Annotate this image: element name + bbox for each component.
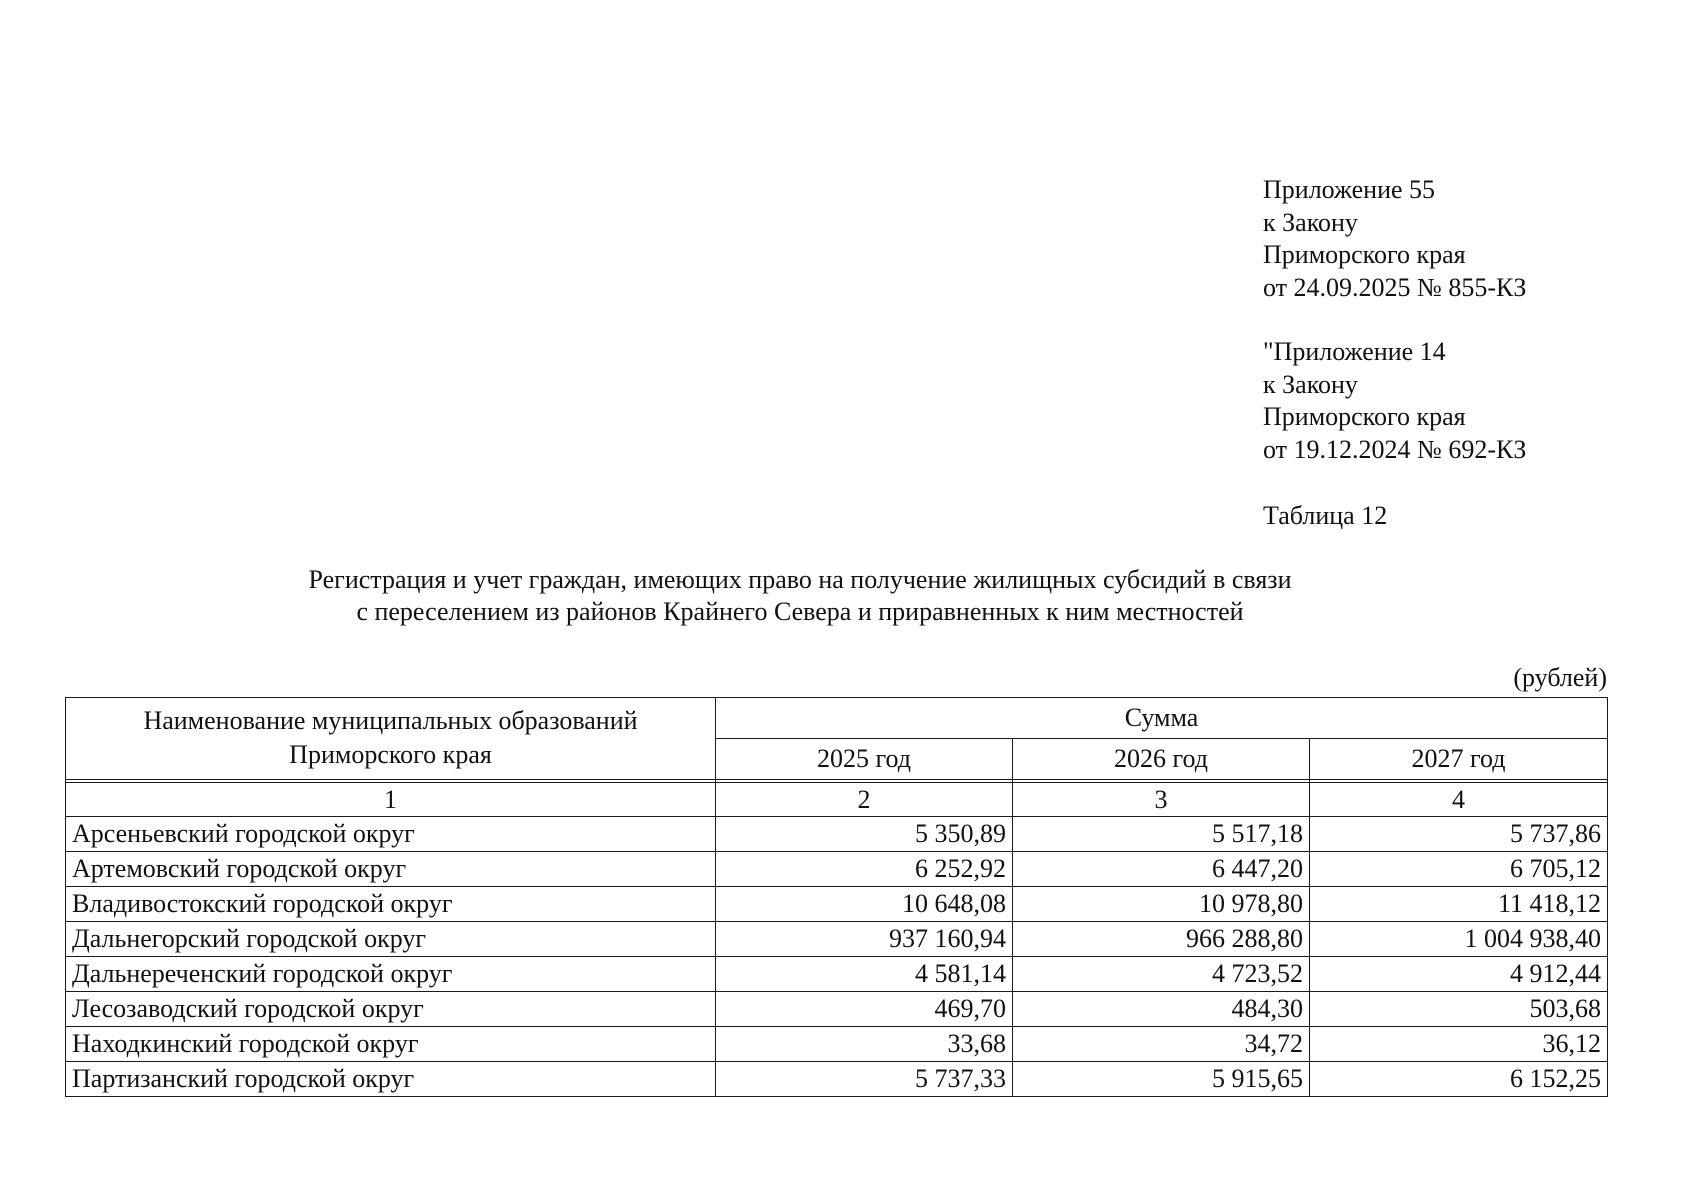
amount-2026: 5 915,65 xyxy=(1013,1062,1310,1097)
column-number: 3 xyxy=(1013,783,1310,817)
subsidy-table xyxy=(65,697,1608,1097)
unit-label: (рублей) xyxy=(1513,663,1607,692)
amount-2026: 484,30 xyxy=(1013,992,1310,1027)
amount-2025: 937 160,94 xyxy=(716,922,1013,957)
amount-2027: 6 152,25 xyxy=(1310,1062,1608,1097)
appendix-55-line3: Приморского края xyxy=(1263,240,1466,269)
amount-2025: 6 252,92 xyxy=(716,852,1013,887)
amount-2027: 1 004 938,40 xyxy=(1310,922,1608,957)
table-number: Таблица 12 xyxy=(1263,501,1388,530)
appendix-14-header xyxy=(1263,336,1526,466)
amount-2026: 5 517,18 xyxy=(1013,817,1310,852)
table-row xyxy=(66,1062,1608,1097)
municipality-name: Находкинский городской округ xyxy=(66,1027,716,1062)
header-municipality xyxy=(66,698,716,780)
table-row xyxy=(66,957,1608,992)
header-municipality-line1: Наименование муниципальных образований xyxy=(143,706,638,735)
appendix-14-line2: к Закону xyxy=(1263,369,1358,399)
amount-2026: 966 288,80 xyxy=(1013,922,1310,957)
amount-2025: 5 350,89 xyxy=(716,817,1013,852)
amount-2027: 11 418,12 xyxy=(1310,887,1608,922)
column-number: 4 xyxy=(1310,783,1608,817)
column-number: 1 xyxy=(66,783,716,817)
appendix-14-line4: от 19.12.2024 № 692-КЗ xyxy=(1263,434,1527,464)
table-row xyxy=(66,992,1608,1027)
table-row xyxy=(66,1027,1608,1062)
municipality-name: Партизанский городской округ xyxy=(66,1062,716,1097)
appendix-14-line1: "Приложение 14 xyxy=(1263,337,1446,366)
header-municipality-line2: Приморского края xyxy=(289,740,492,769)
municipality-name: Дальнегорский городской округ xyxy=(66,922,716,957)
table-row xyxy=(66,817,1608,852)
column-numbers-row xyxy=(66,783,1608,817)
table-row xyxy=(66,852,1608,887)
appendix-14-line3: Приморского края xyxy=(1263,402,1466,431)
amount-2027: 36,12 xyxy=(1310,1027,1608,1062)
header-year-2025: 2025 год xyxy=(716,739,1013,780)
header-year-2026: 2026 год xyxy=(1013,739,1310,780)
appendix-55-line4: от 24.09.2025 № 855-КЗ xyxy=(1263,272,1527,302)
amount-2027: 4 912,44 xyxy=(1310,957,1608,992)
document-title-line2: с переселением из районов Крайнего Севера и приравненных к ним местностей xyxy=(356,597,1244,626)
appendix-55-header xyxy=(1263,174,1526,304)
table-row xyxy=(66,887,1608,922)
municipality-name: Арсеньевский городской округ xyxy=(66,817,716,852)
amount-2025: 5 737,33 xyxy=(716,1062,1013,1097)
document-title xyxy=(130,564,1470,628)
amount-2026: 34,72 xyxy=(1013,1027,1310,1062)
amount-2025: 469,70 xyxy=(716,992,1013,1027)
amount-2027: 503,68 xyxy=(1310,992,1608,1027)
amount-2027: 6 705,12 xyxy=(1310,852,1608,887)
amount-2026: 6 447,20 xyxy=(1013,852,1310,887)
municipality-name: Дальнереченский городской округ xyxy=(66,957,716,992)
amount-2025: 10 648,08 xyxy=(716,887,1013,922)
column-number: 2 xyxy=(716,783,1013,817)
document-title-line1: Регистрация и учет граждан, имеющих право на получение жилищных субсидий в связи xyxy=(308,565,1292,594)
amount-2027: 5 737,86 xyxy=(1310,817,1608,852)
municipality-name: Артемовский городской округ xyxy=(66,852,716,887)
municipality-name: Лесозаводский городской округ xyxy=(66,992,716,1027)
table-row xyxy=(66,922,1608,957)
header-sum: Сумма xyxy=(716,698,1608,739)
amount-2025: 33,68 xyxy=(716,1027,1013,1062)
amount-2025: 4 581,14 xyxy=(716,957,1013,992)
amount-2026: 4 723,52 xyxy=(1013,957,1310,992)
header-year-2027: 2027 год xyxy=(1310,739,1608,780)
table-header-row xyxy=(66,698,1608,739)
appendix-55-line1: Приложение 55 xyxy=(1263,175,1436,204)
appendix-55-line2: к Закону xyxy=(1263,207,1358,237)
municipality-name: Владивостокский городской округ xyxy=(66,887,716,922)
amount-2026: 10 978,80 xyxy=(1013,887,1310,922)
